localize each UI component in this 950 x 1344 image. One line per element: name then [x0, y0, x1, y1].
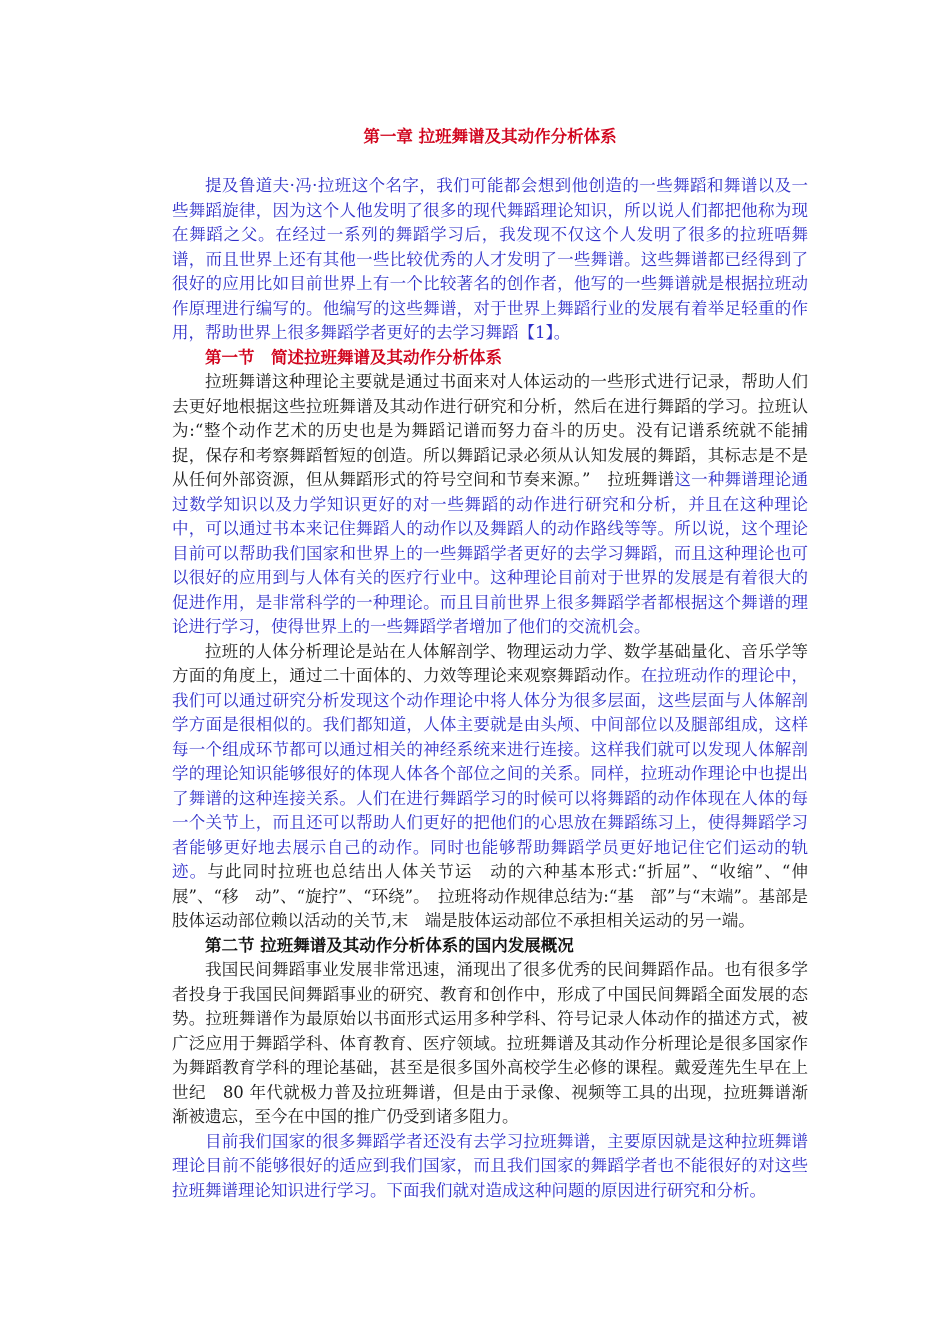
- section1-p2-text-black-2: 与此同时拉班也总结出人体关节运 动的六种基本形式:“折屈”、“收缩”、“伸展”、“移 动”、“旋拧”、“环绕”。 拉班将动作规律总结为:“基 部”与“末端”。基部是肢体运动部位赖以活动的关节,末 端是肢体运动部位不承担相关运动的另一端。: [172, 862, 808, 930]
- section1-p1-text-blue: 这一种舞谱理论通过数学知识以及力学知识更好的对一些舞蹈的动作进行研究和分析，并且在这种理论中，可以通过书本来记住舞蹈人的动作以及舞蹈人的动作路线等等。所以说，这个理论目前可以帮助我们国家和世界上的一些舞蹈学者更好的去学习舞蹈，而且这种理论也可以很好的应用到与人体有关的医疗行业中。这种理论目前对于世界的发展是有着很大的促进作用，是非常科学的一种理论。而且目前世界上很多舞蹈学者都根据这个舞谱的理论进行学习，使得世界上的一些舞蹈学者增加了他们的交流机会。: [172, 470, 808, 636]
- section1-paragraph-1: [172, 370, 808, 640]
- chapter-title: 第一章 拉班舞谱及其动作分析体系: [363, 127, 617, 146]
- document-body: [172, 174, 808, 1203]
- section1-paragraph-2: [172, 640, 808, 934]
- section2-paragraph-1: 我国民间舞蹈事业发展非常迅速，涌现出了很多优秀的民间舞蹈作品。也有很多学者投身于我国民间舞蹈事业的研究、教育和创作中，形成了中国民间舞蹈全面发展的态势。拉班舞谱作为最原始以书面形式运用多种学科、符号记录人体动作的描述方式，被广泛应用于舞蹈学科、体育教育、医疗领域。拉班舞谱及其动作分析理论是很多国家作为舞蹈教育学科的理论基础，甚至是很多国外高校学生必修的课程。戴爱莲先生早在上世纪 80 年代就极力普及拉班舞谱，但是由于录像、视频等工具的出现，拉班舞谱渐渐被遗忘，至今在中国的推广仍受到诸多阻力。: [172, 960, 808, 1126]
- section1-p2-text-black: 拉班的人体分析理论是站在人体解剖学、物理运动力学、数学基础量化、音乐学等方面的角度上，通过二十面体的、力效等理论来观察舞蹈动作。: [172, 641, 808, 685]
- section1-p1-text-black: 拉班舞谱这种理论主要就是通过书面来对人体运动的一些形式进行记录，帮助人们去更好地根据这些拉班舞谱及其动作进行研究和分析，然后在进行舞蹈的学习。拉班认为:“整个动作艺术的历史也是为舞蹈记谱而努力奋斗的历史。没有记谱系统就不能捕捉，保存和考察舞蹈暂短的创造。所以舞蹈记录必须从认知发展的舞蹈，其标志是不是从任何外部资源，但从舞蹈形式的符号空间和节奏来源。” 拉班舞谱: [172, 372, 808, 489]
- section2-paragraph-2: 目前我们国家的很多舞蹈学者还没有去学习拉班舞谱，主要原因就是这种拉班舞谱理论目前不能够很好的适应到我们国家，而且我们国家的舞蹈学者也不能很好的对这些拉班舞谱理论知识进行学习。下面我们就对造成这种问题的原因进行研究和分析。: [172, 1131, 808, 1200]
- section1-heading: 第一节 简述拉班舞谱及其动作分析体系: [205, 347, 502, 367]
- intro-paragraph: 提及鲁道夫·冯·拉班这个名字，我们可能都会想到他创造的一些舞蹈和舞谱以及一些舞蹈旋律，因为这个人他发明了很多的现代舞蹈理论知识，所以说人们都把他称为现在舞蹈之父。在经过一系列的舞蹈学习后，我发现不仅这个人发明了很多的拉班唔舞谱，而且世界上还有其他一些比较优秀的人才发明了一些舞谱。这些舞谱都已经得到了很好的应用比如目前世界上有一个比较著名的创作者，他写的一些舞谱就是根据拉班动作原理进行编写的。他编写的这些舞谱，对于世界上舞蹈行业的发展有着举足轻重的作用，帮助世界上很多舞蹈学者更好的去学习舞蹈【1】。: [172, 176, 808, 342]
- section1-p2-text-blue: 在拉班动作的理论中，我们可以通过研究分析发现这个动作理论中将人体分为很多层面，这些层面与人体解剖学方面是很相似的。我们都知道，人体主要就是由头颅、中间部位以及腿部组成，这样每一个组成环节都可以通过相关的神经系统来进行连接。这样我们就可以发现人体解剖学的理论知识能够很好的体现人体各个部位之间的关系。同样，拉班动作理论中也提出了舞谱的这种连接关系。人们在进行舞蹈学习的时候可以将舞蹈的动作体现在人体的每一个关节上，而且还可以帮助人们更好的把他们的心思放在舞蹈练习上，使得舞蹈学习者能够更好地去展示自己的动作。同时也能够帮助舞蹈学员更好地记住它们运动的轨迹。: [172, 666, 809, 881]
- section2-heading: 第二节 拉班舞谱及其动作分析体系的国内发展概况: [205, 935, 574, 955]
